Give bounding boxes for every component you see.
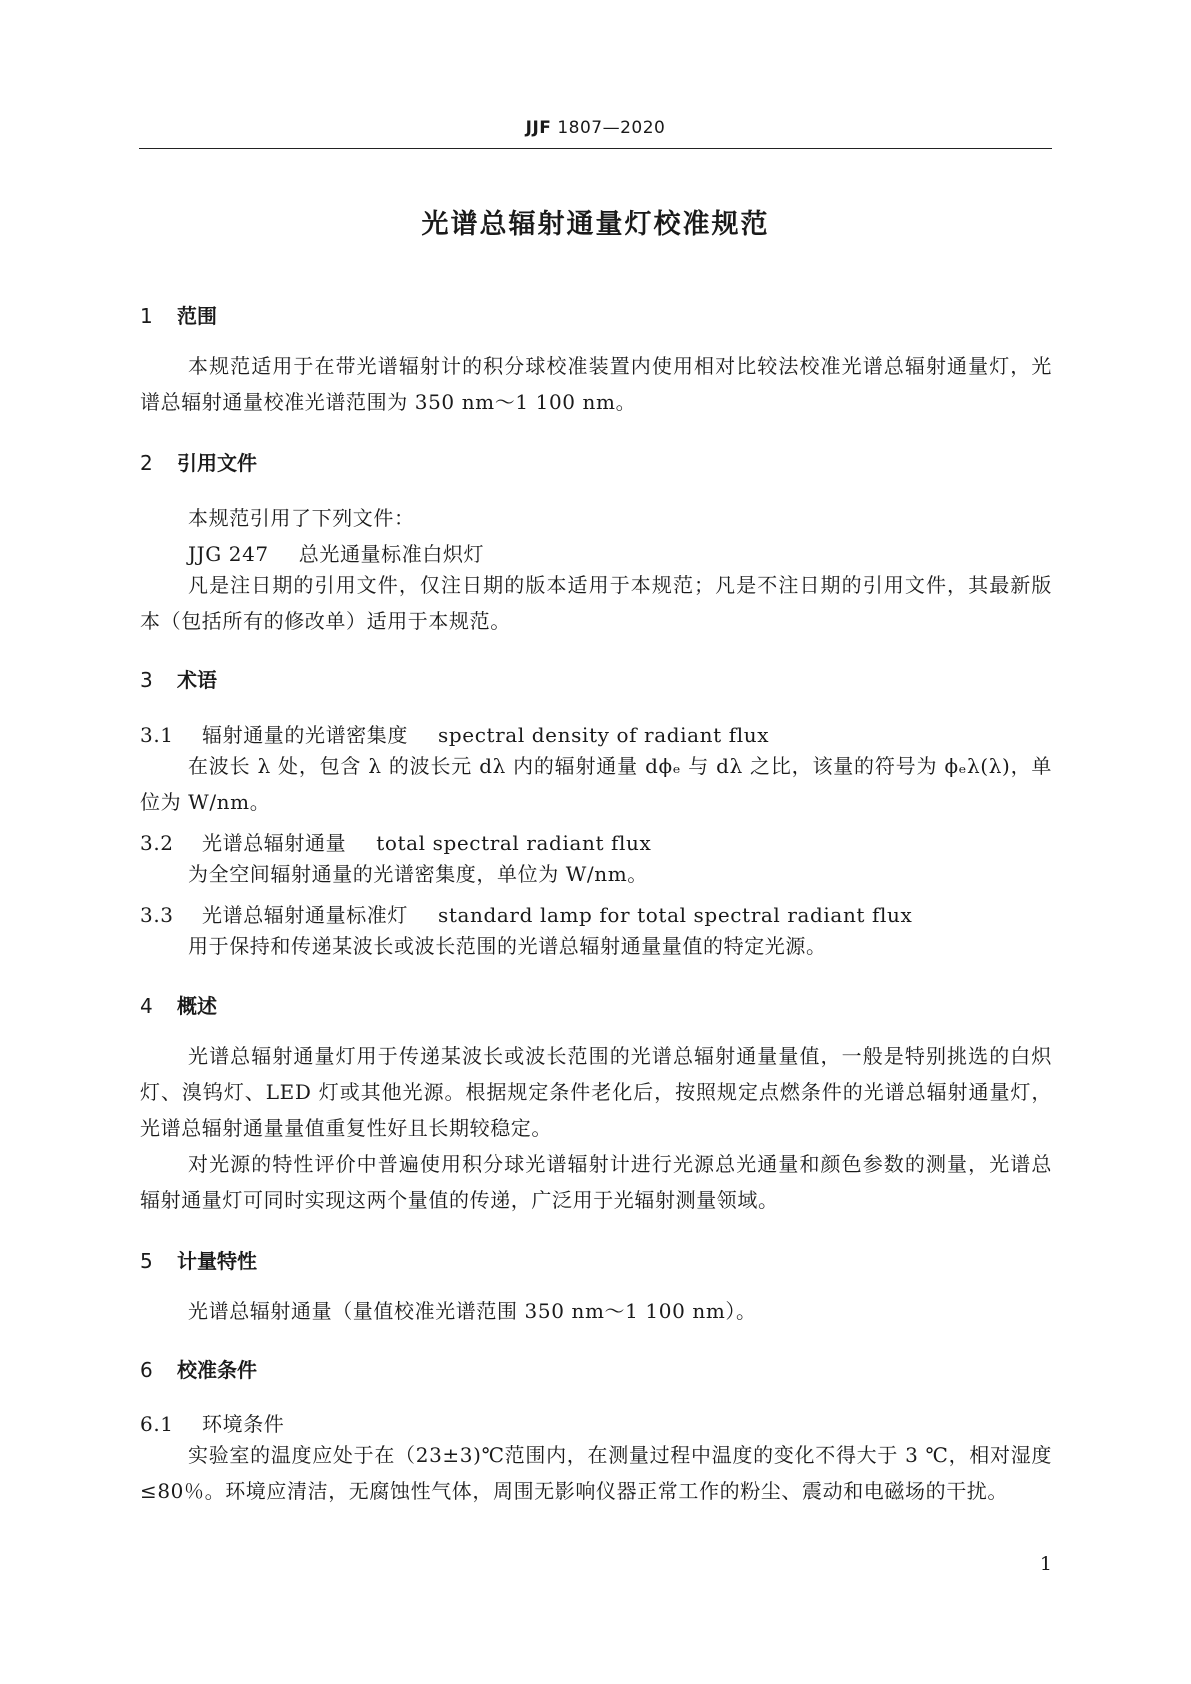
section-number: 3 [140,668,153,692]
paragraph: 对光源的特性评价中普遍使用积分球光谱辐射计进行光源总光通量和颜色参数的测量，光谱总辐射通量灯可同时实现这两个量值的传递，广泛用于光辐射测量领域。 [140,1152,1052,1212]
section-heading-3 [140,664,217,693]
paragraph: 本规范适用于在带光谱辐射计的积分球校准装置内使用相对比较法校准光谱总辐射通量灯，光谱总辐射通量校准光谱范围为 350 nm～1 100 nm。 [140,354,1052,414]
paragraph: 光谱总辐射通量灯用于传递某波长或波长范围的光谱总辐射通量量值，一般是特别挑选的白炽灯、溴钨灯、LED 灯或其他光源。根据规定条件老化后，按照规定点燃条件的光谱总辐射通量灯，光谱总辐射通量量值重复性好且长期较稳定。 [140,1044,1052,1140]
section-number: 1 [140,304,153,328]
section-number: 4 [140,994,153,1018]
term-number: 3.3 [140,903,174,927]
reference-item [188,538,484,567]
paragraph: 本规范引用了下列文件： [188,506,415,530]
term-definition: 在波长 λ 处，包含 λ 的波长元 dλ 内的辐射通量 dϕₑ 与 dλ 之比，该量的符号为 ϕₑλ(λ)，单位为 W/nm。 [140,754,1052,814]
paragraph: 凡是注日期的引用文件，仅注日期的版本适用于本规范；凡是不注日期的引用文件，其最新版本（包括所有的修改单）适用于本规范。 [140,573,1052,633]
running-header [139,118,1052,138]
term-heading-3-2 [140,827,651,856]
subsection-title: 环境条件 [202,1412,285,1436]
header-rule [139,148,1052,149]
term-number: 3.1 [140,723,174,747]
subsection-number: 6.1 [140,1412,174,1436]
term-heading-3-1 [140,719,769,748]
term-english: standard lamp for total spectral radiant flux [438,903,913,927]
header-number: 1807—2020 [557,118,666,138]
section-heading-1 [140,300,217,329]
section-title: 术语 [177,668,217,692]
section-title: 计量特性 [177,1249,257,1273]
subsection-heading-6-1 [140,1408,284,1437]
term-definition: 用于保持和传递某波长或波长范围的光谱总辐射通量量值的特定光源。 [188,934,827,958]
term-chinese: 辐射通量的光谱密集度 [202,723,408,747]
term-definition: 为全空间辐射通量的光谱密集度，单位为 W/nm。 [188,862,648,886]
term-chinese: 光谱总辐射通量标准灯 [202,903,408,927]
section-title: 引用文件 [177,451,257,475]
term-english: spectral density of radiant flux [438,723,770,747]
term-english: total spectral radiant flux [376,831,652,855]
section-heading-5 [140,1245,257,1274]
section-number: 5 [140,1249,153,1273]
section-number: 6 [140,1358,153,1382]
header-code: JJF [525,118,552,138]
section-number: 2 [140,451,153,475]
reference-code: JJG 247 [188,542,269,566]
section-title: 范围 [177,304,217,328]
section-heading-2 [140,447,257,476]
term-heading-3-3 [140,899,912,928]
term-chinese: 光谱总辐射通量 [202,831,347,855]
section-heading-4 [140,990,217,1019]
section-heading-6 [140,1354,257,1383]
section-title: 校准条件 [177,1358,257,1382]
term-number: 3.2 [140,831,174,855]
page-number: 1 [1039,1553,1052,1575]
document-title: 光谱总辐射通量灯校准规范 [421,209,770,240]
section-title: 概述 [177,994,217,1018]
paragraph: 光谱总辐射通量（量值校准光谱范围 350 nm～1 100 nm）。 [188,1299,757,1323]
reference-title: 总光通量标准白炽灯 [298,542,485,566]
paragraph: 实验室的温度应处于在（23±3)℃范围内，在测量过程中温度的变化不得大于 3 ℃，相对湿度≤80％。环境应清洁，无腐蚀性气体，周围无影响仪器正常工作的粉尘、震动和电磁场的干扰。 [140,1443,1052,1503]
